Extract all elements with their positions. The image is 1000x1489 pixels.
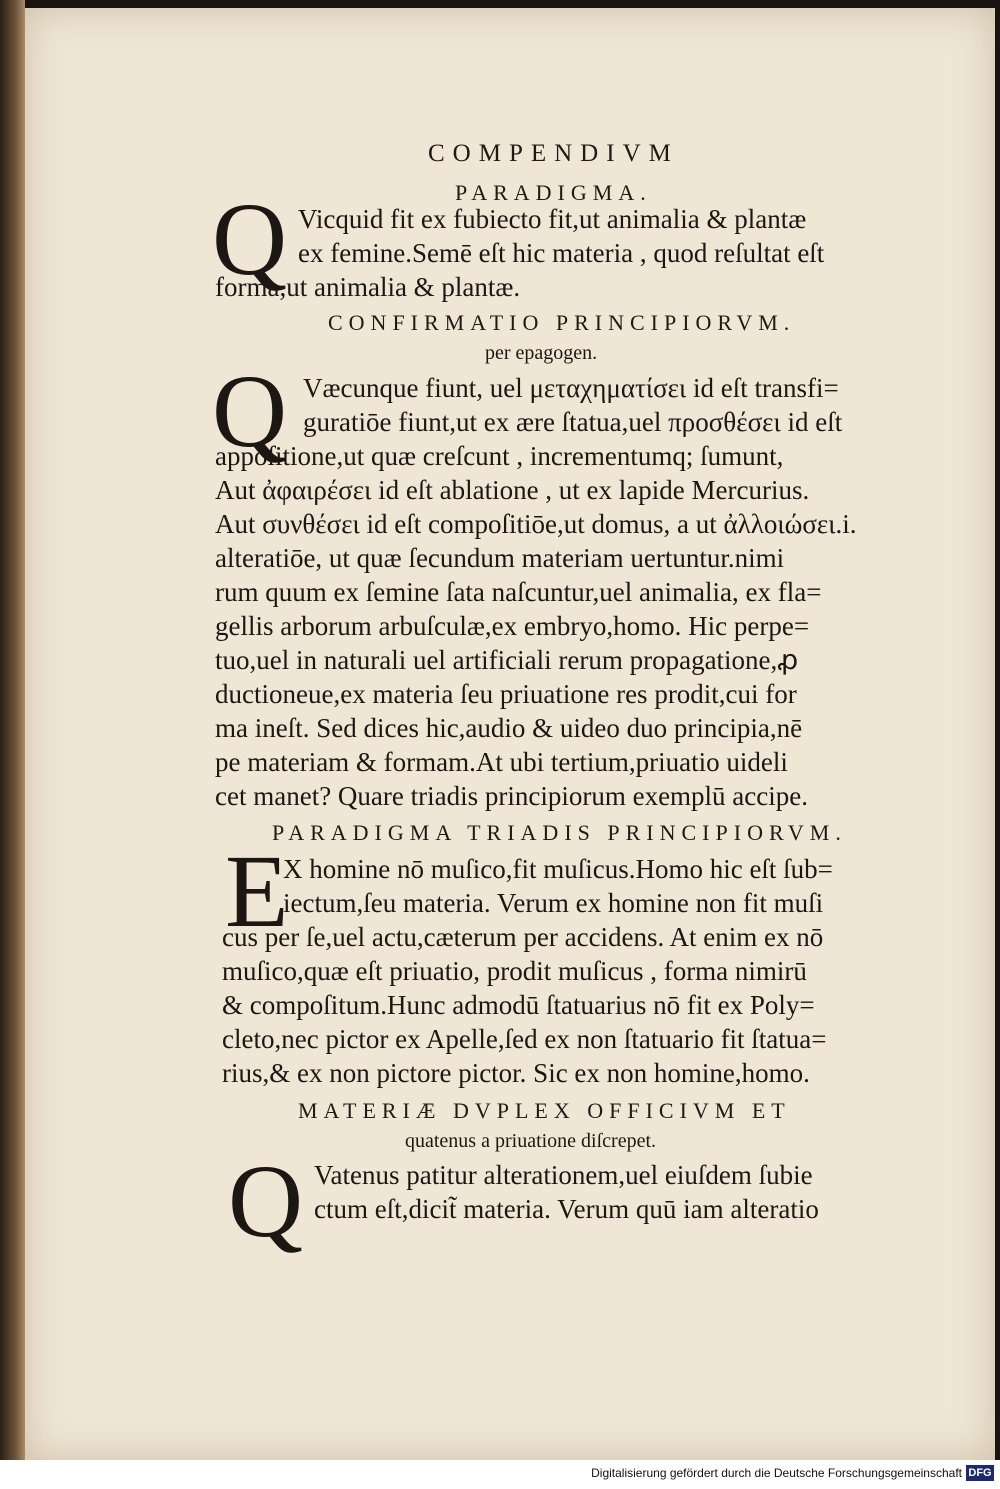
- text-line: Aut ἀφαιρέσει id eſt ablatione , ut ex lapide Mercurius.: [215, 475, 810, 505]
- section-heading: CONFIRMATIO PRINCIPIORVM.: [328, 310, 796, 335]
- text-line: pe materiam & formam.At ubi tertium,priuatio uideli: [215, 747, 788, 777]
- text-line: appoſitione,ut quæ creſcunt , incrementumq; ſumunt,: [215, 441, 784, 471]
- text-line: gellis arborum arbuſculæ,ex embryo,homo. Hic perpe=: [215, 611, 810, 641]
- text-line: alteratiōe, ut quæ ſecundum materiam uertuntur.nimi: [215, 543, 785, 573]
- footer-credit-text: Digitalisierung gefördert durch die Deutsche Forschungsgemeinschaft: [591, 1466, 962, 1480]
- section-subheading: quatenus a priuatione diſcrepet.: [405, 1130, 657, 1152]
- text-line: ctum eſt,dicit̃ materia. Verum quū iam alteratio: [314, 1194, 819, 1224]
- drop-cap: Q: [212, 354, 288, 469]
- section-subheading: per epagogen.: [485, 342, 598, 364]
- text-line: cleto,nec pictor ex Apelle,ſed ex non ſtatuario fit ſtatua=: [222, 1024, 827, 1054]
- text-line: Vatenus patitur alterationem,uel eiuſdem ſubie: [314, 1160, 813, 1190]
- text-line: Aut συνθέσει id eſt compoſitiōe,ut domus, a ut ἀλλοιώσει.i.: [215, 509, 857, 539]
- text-line: forma,ut animalia & plantæ.: [215, 272, 521, 302]
- text-line: tuo,uel in naturali uel artificiali rerum propagatione,ꝓ: [215, 645, 799, 675]
- running-head: COMPENDIVM: [428, 140, 679, 167]
- text-line: rius,& ex non pictore pictor. Sic ex non homine,homo.: [222, 1058, 810, 1088]
- text-line: ma ineſt. Sed dices hic,audio & uideo duo principia,nē: [215, 713, 803, 743]
- drop-cap: E: [225, 834, 289, 949]
- book-spine: [0, 0, 25, 1460]
- text-line: X homine nō muſico,fit muſicus.Homo hic eſt ſub=: [283, 854, 833, 884]
- text-line: rum quum ex ſemine ſata naſcuntur,uel animalia, ex fla=: [215, 577, 822, 607]
- text-line: Væcunque fiunt, uel μεταχηματίσει id eſt transfi=: [303, 373, 839, 403]
- text-line: ductioneue,ex materia ſeu priuatione res prodit,cui for: [215, 679, 797, 709]
- text-line: cus per ſe,uel actu,cæterum per accidens. At enim ex nō: [222, 922, 824, 952]
- text-line: cet manet? Quare triadis principiorum exemplū accipe.: [215, 781, 808, 811]
- digitization-footer: [0, 1460, 1000, 1489]
- text-line: & compoſitum.Hunc admodū ſtatuarius nō fit ex Poly=: [222, 990, 815, 1020]
- drop-cap: Q: [212, 182, 288, 297]
- dfg-logo: DFG: [966, 1465, 994, 1481]
- section-heading: PARADIGMA.: [455, 180, 652, 205]
- section-heading: PARADIGMA TRIADIS PRINCIPIORVM.: [272, 820, 847, 845]
- text-line: guratiōe fiunt,ut ex ære ſtatua,uel προσθέσει id eſt: [303, 407, 843, 437]
- drop-cap: Q: [228, 1144, 304, 1259]
- section-heading: MATERIÆ DVPLEX OFFICIVM ET: [298, 1098, 791, 1123]
- text-line: ex femine.Semē eſt hic materia , quod reſultat eſt: [298, 238, 825, 268]
- text-line: iectum,ſeu materia. Verum ex homine non fit muſi: [283, 888, 824, 918]
- text-line: Vicquid fit ex fubiecto fit,ut animalia & plantæ: [298, 204, 807, 234]
- text-line: muſico,quæ eſt priuatio, prodit muſicus , forma nimirū: [222, 956, 807, 986]
